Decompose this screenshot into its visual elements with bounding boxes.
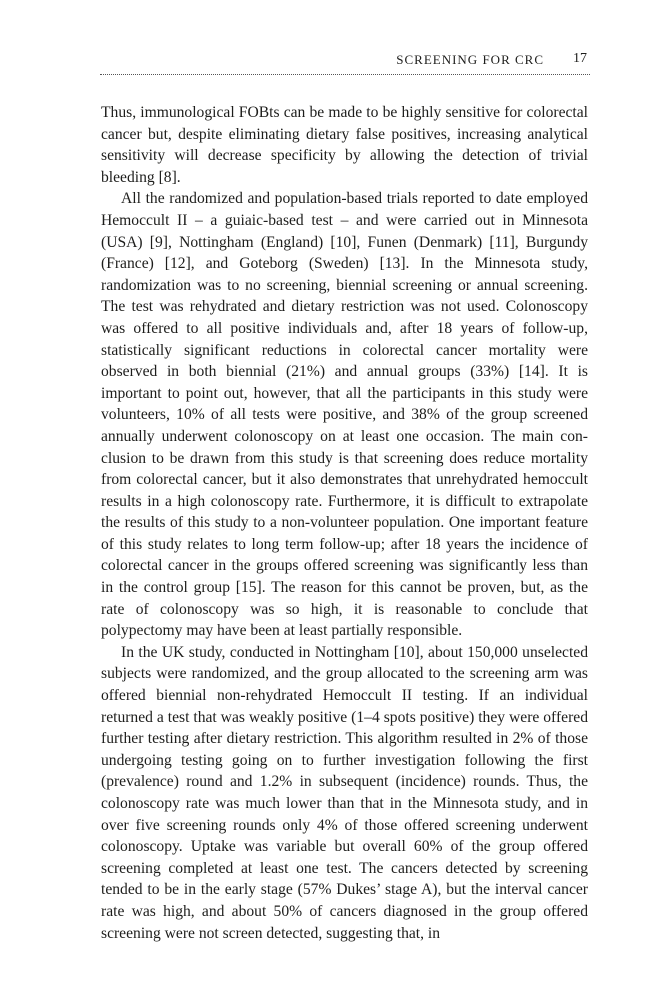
paragraph-minnesota-study: All the randomized and population-based trials reported to date employed Hemoccult II – a guiaic-based test – and were carried out in Minnesota (USA) [9], Nottingham (England) [10], Funen (Denmark) [11], Burgundy (France) [12], and Goteborg (Sweden) [13]. In the Minnesota study, randomization was to no screening, biennial screening or annual screening. The test was rehydrated and dietary restriction was not used. Colonoscopy was offered to all positive individuals and, after 18 years of follow-up, statistically significant reductions in colorectal cancer mortality were observed in both biennial (21%) and annual groups (33%) [14]. It is important to point out, however, that all the participants in this study were volunteers, 10% of all tests were positive, and 38% of the group screened annually underwent colonoscopy on at least one occasion. The main conclusion to be drawn from this study is that screening does reduce mortality from colorectal cancer, but it also demonstrates that unrehydrated hemoccult results in a high colonoscopy rate. Furthermore, it is difficult to extrapolate the results of this study to a non-volunteer population. One important feature of this study relates to long term follow-up; after 18 years the incidence of colorectal cancer in the groups offered screening was significantly less than in the control group [15]. The reason for this cannot be proven, but, as the rate of colonoscopy was so high, it is reasonable to conclude that polypectomy may have been at least partially responsible.	[101, 190, 588, 640]
running-title: SCREENING FOR CRC	[396, 52, 544, 67]
body-text	[101, 102, 588, 944]
paragraph-fobt-sensitivity: Thus, immunological FOBts can be made to be highly sensitive for colorectal cancer but, despite eliminating dietary false positives, increasing analytical sensitivity will decrease specificity by allowing the detection of trivial bleeding [8].	[101, 104, 588, 186]
running-head	[100, 48, 590, 76]
paragraph-nottingham-study: In the UK study, conducted in Nottingham [10], about 150,000 unselected subjects were randomized, and the group allocated to the screening arm was offered biennial non-rehydrated Hemoccult II testing. If an individual returned a test that was weakly positive (1–4 spots positive) they were offered further testing after dietary restriction. This algorithm resulted in 2% of those undergoing testing going on to further investigation following the first (prevalence) round and 1.2% in subsequent (incidence) rounds. Thus, the colonoscopy rate was much lower than that in the Minnesota study, and in over five screening rounds only 4% of those offered screening underwent colonoscopy. Uptake was variable but overall 60% of the group offered screening completed at least one test. The cancers detected by screening tended to be in the early stage (57% Dukes’ stage A), but the interval cancer rate was high, and about 50% of cancers diagnosed in the group offered screening were not screen detected, suggesting that, in	[101, 643, 588, 942]
page-number: 17	[573, 51, 587, 66]
header-dotted-rule	[100, 74, 590, 75]
